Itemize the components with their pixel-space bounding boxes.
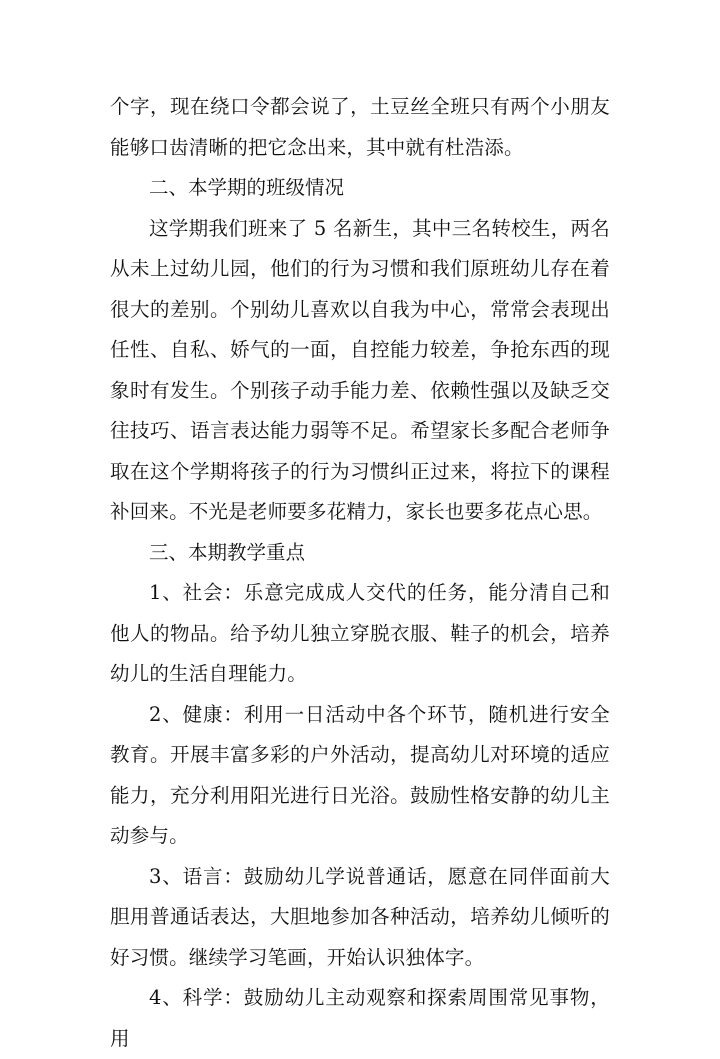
- paragraph-health: 2、健康：利用一日活动中各个环节，随机进行安全教育。开展丰富多彩的户外活动，提高幼儿对环境的适应能力，充分利用阳光进行日光浴。鼓励性格安静的幼儿主动参与。: [110, 702, 610, 847]
- paragraph-class-situation: 这学期我们班来了 5 名新生，其中三名转校生，两名从未上过幼儿园，他们的行为习惯和我们原班幼儿存在着很大的差别。个别幼儿喜欢以自我为中心，常常会表现出任性、自私、娇气的一面，自控能力较差，争抢东西的现象时有发生。个别孩子动手能力差、依赖性强以及缺乏交往技巧、语言表达能力弱等不足。希望家长多配合老师争取在这个学期将孩子的行为习惯纠正过来，将拉下的课程补回来。不光是老师要多花精力，家长也要多花点心思。: [110, 216, 610, 523]
- section-heading-teaching-focus: 三、本期教学重点: [149, 540, 306, 564]
- document-body: [110, 87, 610, 1059]
- paragraph-continuation: 个字，现在绕口令都会说了，土豆丝全班只有两个小朋友能够口齿清晰的把它念出来，其中就有杜浩添。: [110, 95, 610, 159]
- section-heading-class-situation: 二、本学期的班级情况: [149, 176, 345, 199]
- paragraph-language: 3、语言：鼓励幼儿学说普通话，愿意在同伴面前大胆用普通话表达，大胆地参加各种活动，培养幼儿倾听的好习惯。继续学习笔画，开始认识独体字。: [110, 864, 610, 969]
- paragraph-social: 1、社会：乐意完成成人交代的任务，能分清自己和他人的物品。给予幼儿独立穿脱衣服、鞋子的机会，培养幼儿的生活自理能力。: [110, 581, 610, 685]
- paragraph-science: 4、科学：鼓励幼儿主动观察和探索周围常见事物，用: [110, 986, 610, 1050]
